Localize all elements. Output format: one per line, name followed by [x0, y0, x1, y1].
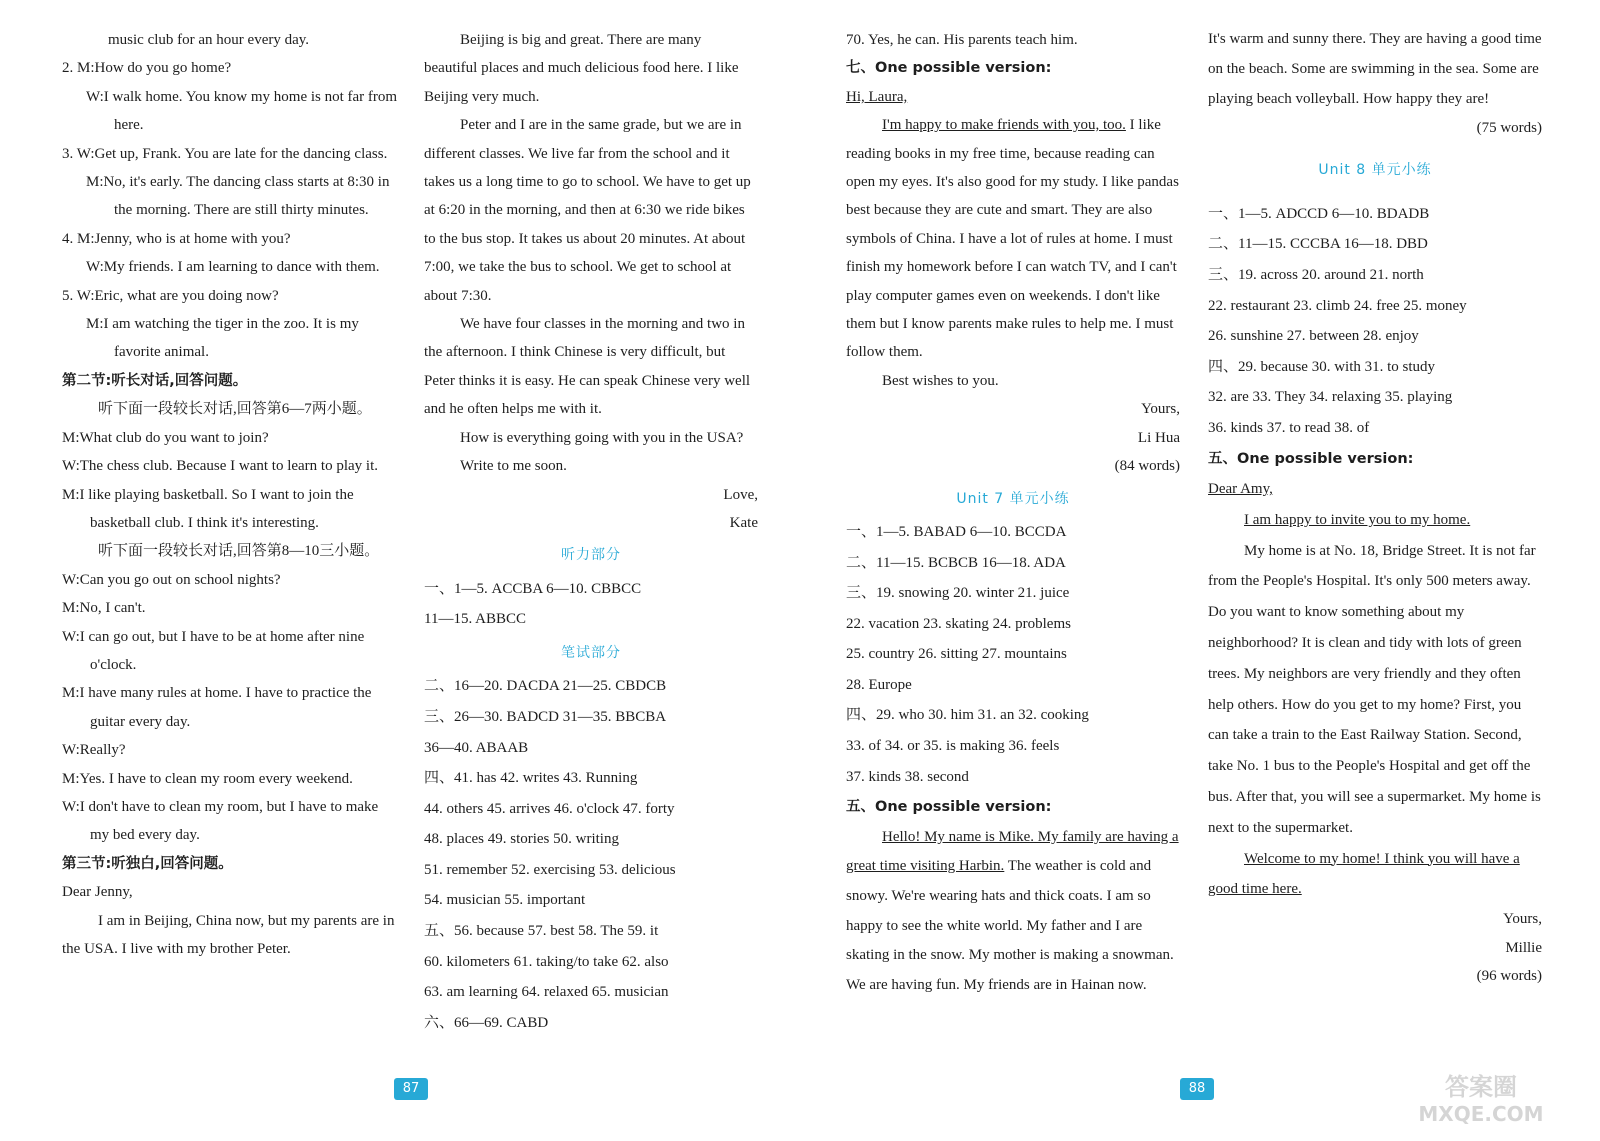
- answer-line: 33. of 34. or 35. is making 36. feels: [846, 738, 1060, 755]
- column-4: [1208, 24, 1542, 990]
- letter-paragraph: [846, 111, 1180, 367]
- letter-paragraph: Peter and I are in the same grade, but we are in different classes. We live far from the school and it takes us a long time to go to school. We have to get up at 6:20 in the morning, and then at 6:30 we ride bikes to the bus stop. It takes us about 20 minutes. At about 7:00, we take the bus to school. We get to school at about 7:30.: [424, 117, 751, 304]
- letter-signature: Millie: [1505, 939, 1542, 956]
- answer-line: 四、41. has 42. writes 43. Running: [424, 770, 638, 787]
- section-heading: 七、One possible version:: [846, 60, 1052, 77]
- essay-paragraph: [846, 823, 1180, 1001]
- underlined-sentence: I'm happy to make friends with you, too.: [882, 117, 1126, 134]
- underlined-sentence: Welcome to my home! I think you will have a good time here.: [1208, 850, 1520, 898]
- letter-signature: Kate: [729, 514, 758, 531]
- answer-line: 二、16—20. DACDA 21—25. CBDCB: [424, 678, 667, 695]
- section-heading: 五、One possible version:: [1208, 450, 1414, 467]
- unit-title: Unit 7 单元小练: [956, 490, 1070, 507]
- letter-greeting: Hi, Laura,: [846, 88, 908, 105]
- answer-line: 六、66—69. CABD: [424, 1014, 549, 1031]
- answer-line: 二、11—15. CCCBA 16—18. DBD: [1208, 236, 1428, 253]
- dialogue-line: 4. M:Jenny, who is at home with you?: [62, 230, 291, 247]
- answer-line: 44. others 45. arrives 46. o'clock 47. forty: [424, 800, 675, 817]
- dialogue-line: M:No, I can't.: [62, 600, 146, 617]
- letter-paragraph: Beijing is big and great. There are many beautiful places and much delicious food here. I like Beijing very much.: [424, 32, 739, 105]
- answer-line: 一、1—5. ACCBA 6—10. CBBCC: [424, 580, 642, 597]
- section-title-written: 笔试部分: [561, 644, 621, 661]
- letter-paragraph: I am in Beijing, China now, but my parents are in the USA. I live with my brother Peter.: [62, 912, 395, 957]
- answer-line: 36. kinds 37. to read 38. of: [1208, 419, 1370, 436]
- answer-line: 三、19. snowing 20. winter 21. juice: [846, 585, 1070, 602]
- dialogue-line: M:I like playing basketball. So I want to join the basketball club. I think it's interesting.: [62, 486, 354, 531]
- answer-line: 三、19. across 20. around 21. north: [1208, 267, 1424, 283]
- answer-line: 28. Europe: [846, 676, 912, 693]
- letter-paragraph: My home is at No. 18, Bridge Street. It is not far from the People's Hospital. It's only 500 meters away. Do you want to know something about my neighborhood? It is clean and tidy with lots of green trees. My neighbors are very friendly and they often help others. How do you get to my home? First, you can take a train to the East Railway Station. Second, take No. 1 bus to the People's Hospital and get off the bus. After that, you will see a supermarket. My home is next to the supermarket.: [1208, 542, 1541, 836]
- letter-paragraph: We have four classes in the morning and two in the afternoon. I think Chinese is very difficult, but Peter thinks it is easy. He can speak Chinese very well and he often helps me with it.: [424, 316, 751, 418]
- answer-line: 11—15. ABBCC: [424, 611, 526, 628]
- paragraph-text: The weather is cold and snowy. We're wearing hats and thick coats. I am so happy to see the white world. My father and I are skating in the snow. My mother is making a snowman. We are having fun. My friends are in Hainan now.: [846, 858, 1174, 993]
- dialogue-line: M:I have many rules at home. I have to practice the guitar every day.: [62, 685, 372, 730]
- instruction-text: 听下面一段较长对话,回答第8—10三小题。: [98, 543, 380, 560]
- dialogue-line: M:No, it's early. The dancing class starts at 8:30 in the morning. There are still thirty minutes.: [86, 174, 390, 219]
- answer-block: [1208, 199, 1542, 505]
- watermark-logo-icon: [1386, 1065, 1576, 1127]
- answer-block: [424, 671, 758, 1038]
- dialogue-line: M:I am watching the tiger in the zoo. It is my favorite animal.: [86, 316, 359, 361]
- dialogue-line: W:Really?: [62, 742, 126, 759]
- answer-line: 二、11—15. BCBCB 16—18. ADA: [846, 554, 1066, 571]
- letter-greeting: Dear Jenny,: [62, 884, 133, 901]
- dialogue-line: W:My friends. I am learning to dance with them.: [86, 259, 380, 276]
- letter-signoff: Love,: [723, 486, 758, 503]
- section-heading: 五、One possible version:: [846, 799, 1052, 816]
- column-3: [846, 26, 1180, 1000]
- letter-paragraph: How is everything going with you in the USA?: [460, 429, 744, 446]
- unit-title: Unit 8 单元小练: [1318, 162, 1432, 179]
- answer-line: 四、29. who 30. him 31. an 32. cooking: [846, 707, 1089, 724]
- dialogue-line: 3. W:Get up, Frank. You are late for the dancing class.: [62, 145, 388, 162]
- answer-line: 22. restaurant 23. climb 24. free 25. money: [1208, 297, 1467, 314]
- section-heading: 第二节:听长对话,回答问题。: [62, 372, 248, 389]
- essay-paragraph: It's warm and sunny there. They are having a good time on the beach. Some are swimming in the sea. Some are playing beach volleyball. How happy they are!: [1208, 31, 1542, 107]
- answer-line: 一、1—5. ADCCD 6—10. BDADB: [1208, 205, 1430, 222]
- dialogue-line: M:Yes. I have to clean my room every weekend.: [62, 770, 353, 787]
- answer-line: 三、26—30. BADCD 31—35. BBCBA: [424, 708, 667, 725]
- dialogue-line: W:The chess club. Because I want to learn to play it.: [62, 458, 379, 475]
- word-count: (75 words): [1476, 120, 1542, 136]
- letter-signature: Li Hua: [1137, 429, 1180, 446]
- instruction-text: 听下面一段较长对话,回答第6—7两小题。: [98, 401, 372, 418]
- word-count: (84 words): [1114, 458, 1180, 475]
- letter-signoff: Yours,: [1141, 401, 1180, 418]
- page-number-right: 88: [1180, 1078, 1214, 1100]
- answer-block: [846, 517, 1180, 823]
- dialogue-line: M:What club do you want to join?: [62, 429, 269, 446]
- answer-line: 五、56. because 57. best 58. The 59. it: [424, 923, 659, 940]
- dialogue-line: W:Can you go out on school nights?: [62, 571, 281, 588]
- word-count: (96 words): [1476, 967, 1542, 984]
- answer-line: 26. sunshine 27. between 28. enjoy: [1208, 328, 1419, 345]
- letter-signoff: Yours,: [1503, 911, 1542, 928]
- answer-line: 四、29. because 30. with 31. to study: [1208, 358, 1436, 375]
- underlined-sentence: Hello! My name is Mike. My family are having a great time visiting Harbin.: [846, 828, 1179, 875]
- answer-line: 60. kilometers 61. taking/to take 62. also: [424, 953, 669, 970]
- letter-paragraph: Best wishes to you.: [882, 372, 999, 389]
- text-line: music club for an hour every day.: [108, 32, 310, 48]
- section-title-listening: 听力部分: [561, 547, 621, 564]
- column-2: [424, 26, 758, 1038]
- answer-line: 一、1—5. BABAD 6—10. BCCDA: [846, 523, 1067, 540]
- watermark-text: 答案圈: [1445, 1073, 1517, 1101]
- answer-line: 37. kinds 38. second: [846, 768, 969, 785]
- answer-line: 54. musician 55. important: [424, 892, 586, 909]
- answer-line: 51. remember 52. exercising 53. delicious: [424, 861, 676, 878]
- answer-line: 48. places 49. stories 50. writing: [424, 831, 619, 848]
- answer-line: 36—40. ABAAB: [424, 739, 529, 756]
- underlined-sentence: I am happy to invite you to my home.: [1244, 511, 1471, 528]
- answer-block: [424, 574, 758, 635]
- answer-line: 32. are 33. They 34. relaxing 35. playing: [1208, 389, 1453, 406]
- svg-text:MXQE.COM: MXQE.COM: [1418, 1102, 1544, 1126]
- letter-paragraph: [1208, 844, 1542, 906]
- dialogue-line: W:I can go out, but I have to be at home after nine o'clock.: [62, 628, 365, 673]
- section-heading: 第三节:听独白,回答问题。: [62, 855, 233, 872]
- answer-line: 22. vacation 23. skating 24. problems: [846, 615, 1071, 632]
- letter-paragraph: [1208, 505, 1542, 536]
- column-1: [62, 26, 398, 963]
- dialogue-line: W:I don't have to clean my room, but I have to make my bed every day.: [62, 798, 379, 844]
- dialogue-line: W:I walk home. You know my home is not far from here.: [86, 88, 398, 134]
- letter-greeting: Dear Amy,: [1208, 481, 1273, 498]
- paragraph-text: I like reading books in my free time, because reading can open my eyes. It's also good for my study. I like pandas best because they are cute and smart. They are also symbols of China. I have a lot of rules at home. I must finish my homework before I can watch TV, and I can't play computer games even on weekends. I don't like them but I know parents make rules to help me. I must follow them.: [846, 117, 1179, 361]
- answer-line: 25. country 26. sitting 27. mountains: [846, 646, 1067, 663]
- dialogue-line: 5. W:Eric, what are you doing now?: [62, 287, 279, 304]
- answer-line: 70. Yes, he can. His parents teach him.: [846, 32, 1078, 48]
- page-number-left: 87: [394, 1078, 428, 1100]
- letter-paragraph: Write to me soon.: [460, 458, 567, 475]
- answer-line: 63. am learning 64. relaxed 65. musician: [424, 984, 669, 1001]
- dialogue-line: 2. M:How do you go home?: [62, 60, 232, 77]
